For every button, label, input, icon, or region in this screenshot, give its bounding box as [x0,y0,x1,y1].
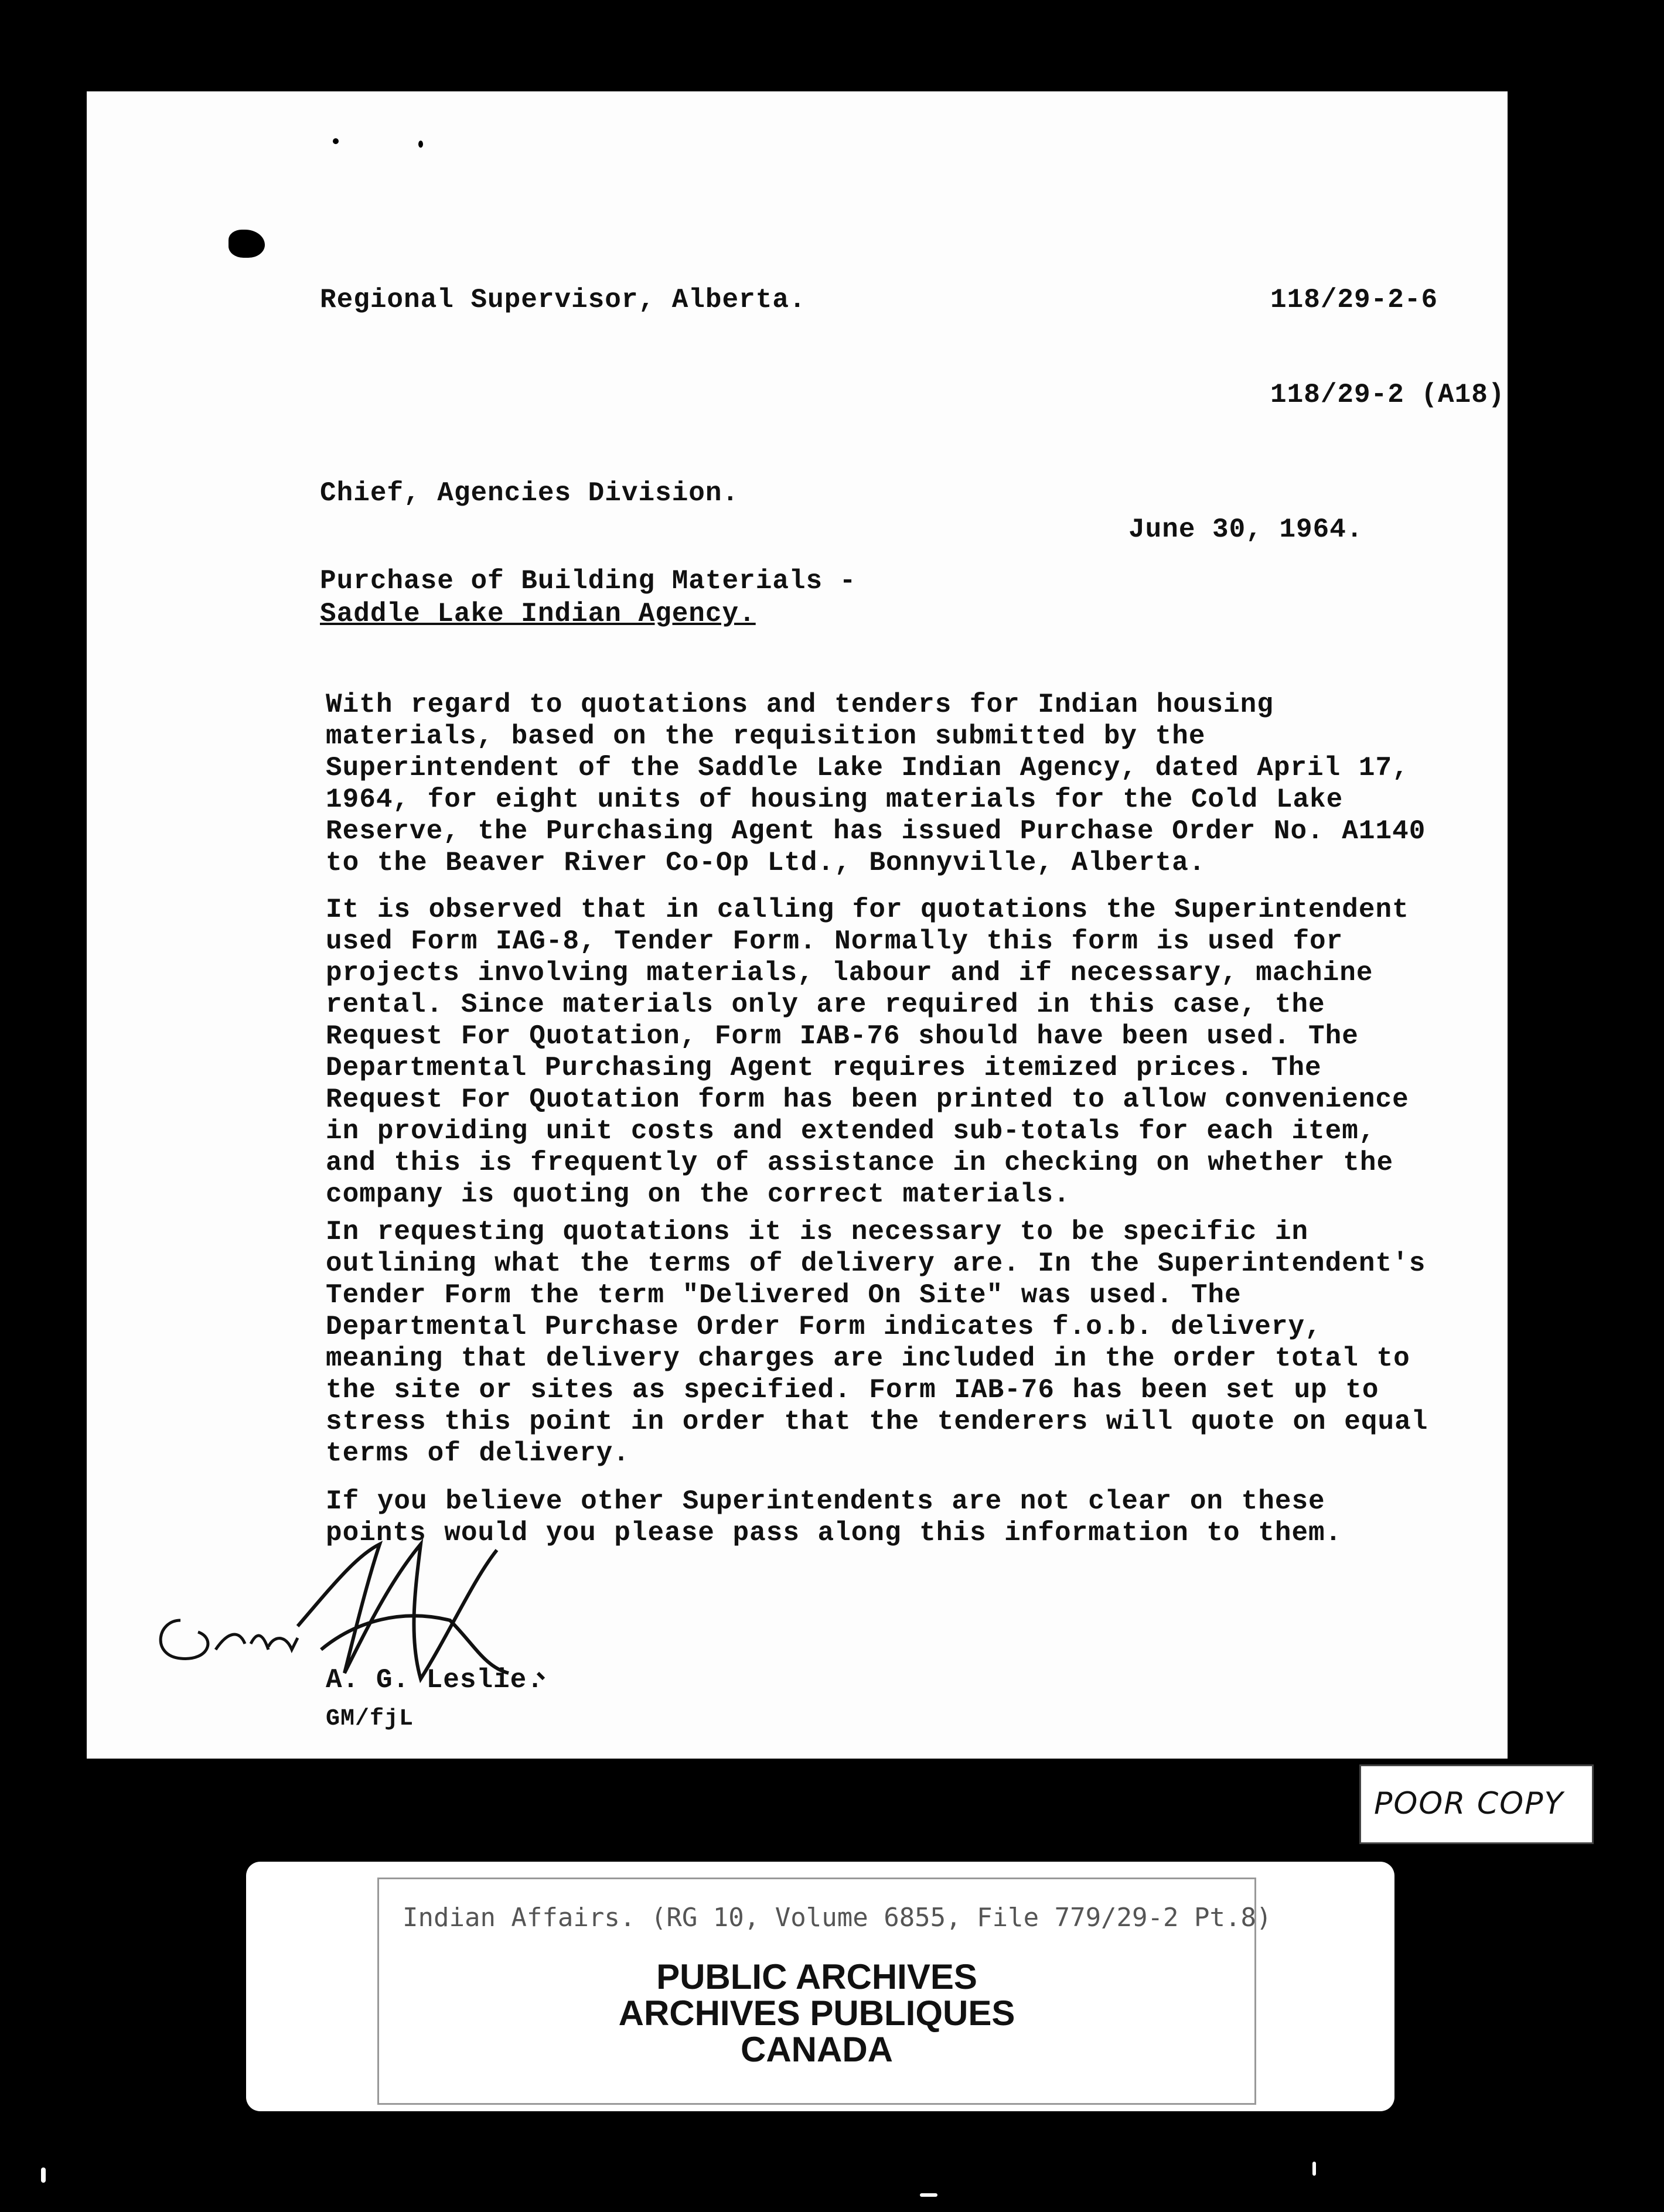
letter-date: June 30, 1964. [1128,514,1363,545]
signatory-name: A. G. Leslie. [326,1665,544,1695]
recipient: Chief, Agencies Division. [320,478,739,508]
ink-speck [418,141,423,148]
paragraph-4: If you believe other Superintendents are not clear on these points would you please pass along this information to them. [326,1486,1342,1548]
paragraph-2: It is observed that in calling for quotations the Superintendent used Form IAG-8, Tender Form. Normally this form is used for projects involving materials, labour and if necessary, machine rental. Since materials only are required in this case, the Request For Quotation, Form IAB-76 should have been used. The Departmental Purchasing Agent requires itemized prices. The Request For Quotation form has been printed to allow convenience in providing unit costs and extended sub-totals for each item, and this is frequently of assistance in checking on whether the company is quoting on the correct materials. [326,895,1409,1210]
film-speck [41,2167,46,2183]
typist-initials: GM/fjL [326,1706,414,1732]
file-number-primary: 118/29-2-6 [1270,285,1438,315]
ink-blot [229,230,265,258]
poor-copy-text: POOR COPY [1374,1786,1564,1821]
paragraph-3: In requesting quotations it is necessary to be specific in outlining what the terms of delivery are. In the Superintendent's Tender Form the term "Delivered On Site" was used. The Departmental Purchase Order Form indicates f.o.b. delivery, meaning that delivery charges are included in the order total to the site or sites as specified. Form IAB-76 has been set up to stress this point in order that the tenderers will quote on equal terms of delivery. [326,1217,1428,1469]
film-speck [920,2193,937,2197]
subject-line-2: Saddle Lake Indian Agency. [320,599,756,629]
poor-copy-stamp [1359,1764,1594,1844]
archive-line-3: CANADA [741,2030,893,2069]
film-speck [1312,2162,1316,2176]
sender: Regional Supervisor, Alberta. [320,285,806,315]
archive-line-2: ARCHIVES PUBLIQUES [618,1993,1015,2033]
subject-line-1: Purchase of Building Materials - [320,566,857,596]
file-number-secondary: 118/29-2 (A18) [1270,380,1505,410]
ink-speck [333,138,339,144]
letter-page [87,91,1508,1759]
archive-line-1: PUBLIC ARCHIVES [656,1957,977,1996]
archive-label [377,1878,1272,2105]
archive-reference: Indian Affairs. (RG 10, Volume 6855, File 779/29-2 Pt.8) [403,1903,1272,1933]
paragraph-1: With regard to quotations and tenders for Indian housing materials, based on the requisition submitted by the Superintendent of the Saddle Lake Indian Agency, dated April 17, 1964, for eight units of housing materials for the Cold Lake Reserve, the Purchasing Agent has issued Purchase Order No. A1140 to the Beaver River Co-Op Ltd., Bonnyville, Alberta. [326,689,1426,878]
